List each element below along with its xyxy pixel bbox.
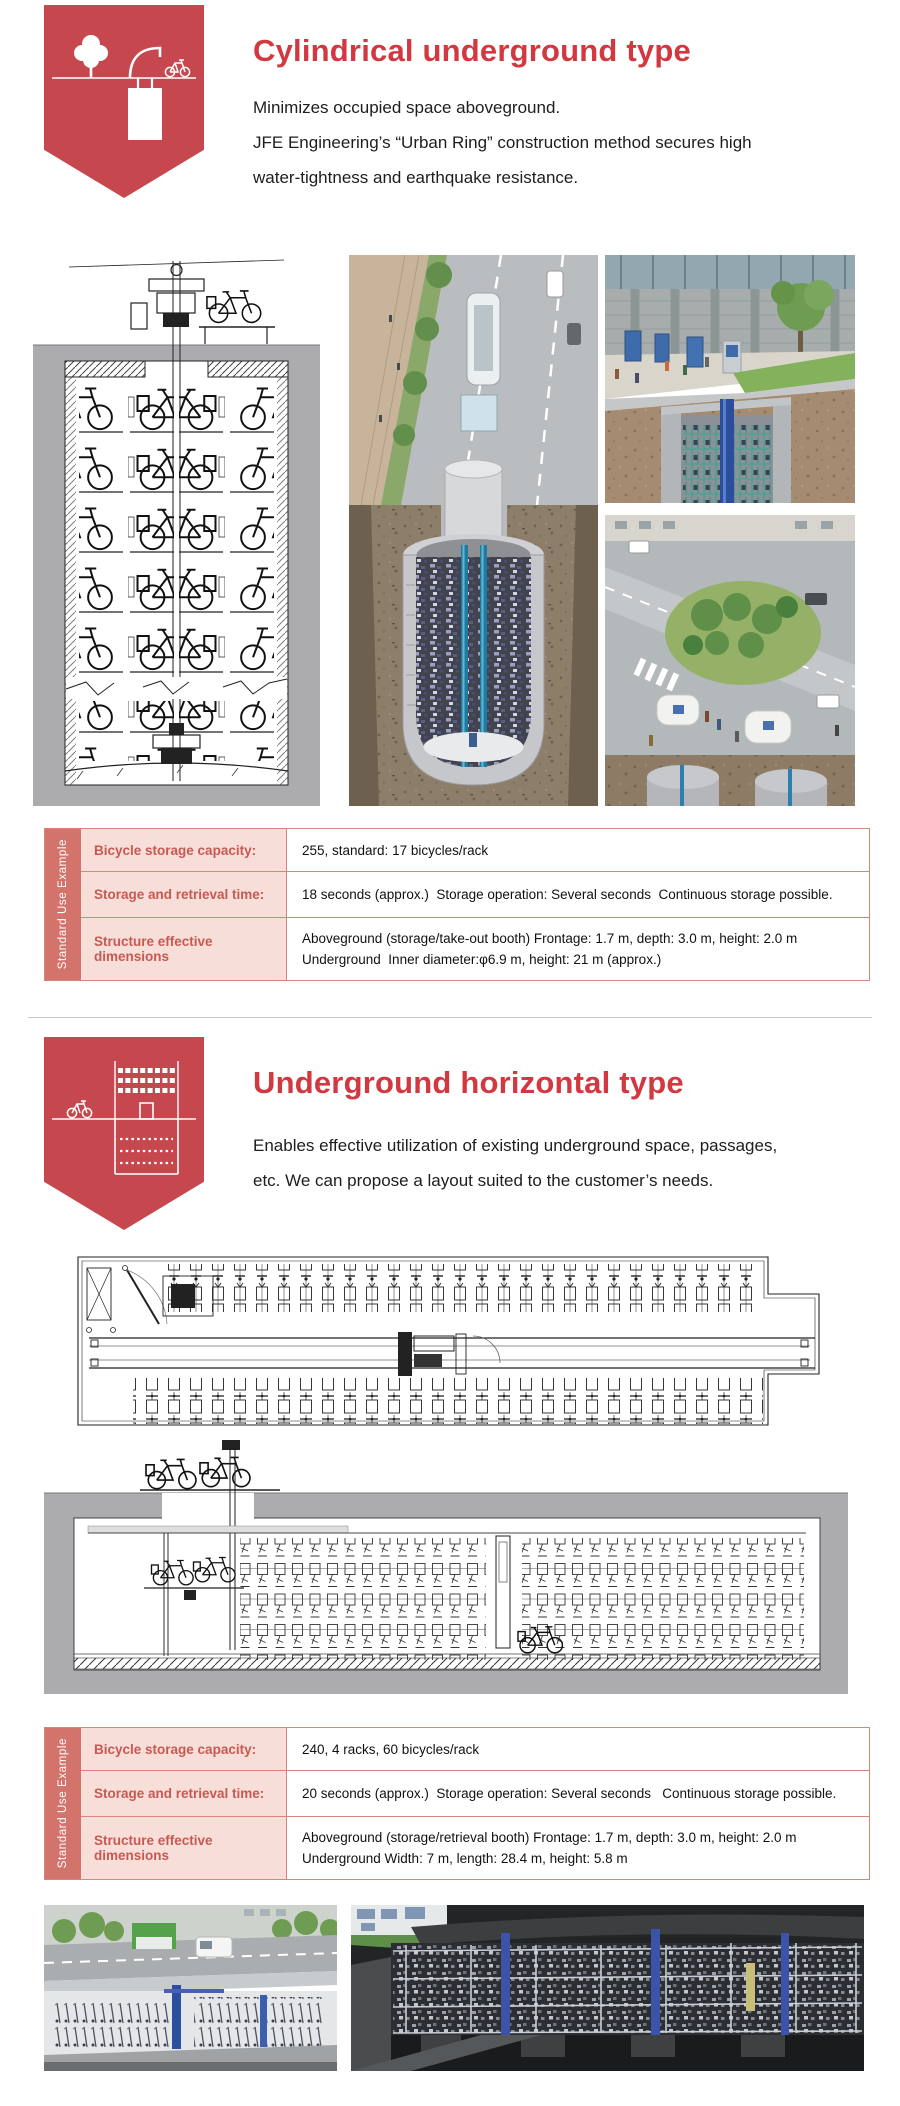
table-side-label: Standard Use Example [45, 829, 81, 980]
bicycle-icon [165, 60, 189, 77]
lift-column [260, 1995, 267, 2047]
bicycle-icon [67, 1101, 91, 1118]
lift-column [172, 1985, 181, 2049]
desc-line: water-tightness and earthquake resistance. [253, 168, 579, 187]
desc-line: JFE Engineering’s “Urban Ring” construction method secures high [253, 133, 752, 152]
door-icon [140, 1103, 153, 1119]
cylindrical-underground-icon [44, 15, 204, 160]
lift-column [501, 1933, 510, 2035]
desc-line: Enables effective utilization of existing underground space, passages, [253, 1136, 778, 1155]
row-value: 255, standard: 17 bicycles/rack [287, 829, 869, 871]
cross-section-drawing [33, 255, 320, 806]
section1-description [253, 90, 752, 195]
table-side-label: Standard Use Example [45, 1728, 81, 1879]
car [805, 593, 827, 605]
street-cutaway-render [44, 1905, 337, 2071]
row-value: Aboveground (storage/take-out booth) Frontage: 1.7 m, depth: 3.0 m, height: 2.0 m Underground Inner diameter:φ6.9 m, height: 21 m (approx.) [287, 918, 869, 980]
row-value: 20 seconds (approx.) Storage operation: Several seconds Continuous storage possible. [287, 1771, 869, 1816]
bike-rows [52, 2003, 170, 2047]
spec-table-horizontal [44, 1727, 870, 1880]
lift-column [720, 399, 734, 503]
table-row [81, 1771, 869, 1817]
booth-canopy-icon [130, 48, 160, 78]
underground-cylinder-icon [128, 88, 162, 140]
row-label: Storage and retrieval time: [81, 872, 287, 917]
section-divider [28, 1017, 872, 1018]
bike-row-top [167, 1264, 762, 1312]
desc-line: Minimizes occupied space aboveground. [253, 98, 561, 117]
van [196, 1937, 232, 1957]
bike-row-bottom-1 [133, 1378, 763, 1401]
table-row [81, 872, 869, 918]
table-row [81, 829, 869, 872]
plan-view-drawing [75, 1254, 822, 1428]
roundabout-render [605, 515, 855, 806]
horizontal-type-badge [44, 1037, 204, 1230]
row-label: Bicycle storage capacity: [81, 1728, 287, 1770]
underground-cylinder-render [349, 255, 598, 806]
section1-heading: Cylindrical underground type [253, 33, 691, 68]
lift-column [651, 1929, 660, 2035]
row-label: Structure effective dimensions [81, 918, 287, 980]
entrance-canopy [461, 395, 497, 431]
elevation-drawing [44, 1440, 848, 1694]
table-row [81, 1817, 869, 1879]
row-value: 240, 4 racks, 60 bicycles/rack [287, 1728, 869, 1770]
desc-line: etc. We can propose a layout suited to the customer’s needs. [253, 1171, 714, 1190]
car [629, 541, 649, 553]
building-windows-icon [118, 1068, 175, 1093]
station-plaza-render [605, 255, 855, 503]
row-value: Aboveground (storage/retrieval booth) Frontage: 1.7 m, depth: 3.0 m, height: 2.0 m Underground Width: 7 m, length: 28.4 m, height: 5.8 m [287, 1817, 869, 1879]
row-label: Storage and retrieval time: [81, 1771, 287, 1816]
car [817, 695, 839, 708]
cylindrical-type-badge [44, 5, 204, 198]
section2-heading: Underground horizontal type [253, 1065, 684, 1100]
row-label: Bicycle storage capacity: [81, 829, 287, 871]
bike-row-bottom-2 [133, 1401, 763, 1424]
underground-horizontal-icon [44, 1047, 204, 1192]
lift-column [781, 1933, 789, 2035]
stored-bikes [393, 1945, 862, 2033]
table-row [81, 918, 869, 980]
spec-table-cylindrical [44, 828, 870, 981]
rack-interior-render [351, 1905, 864, 2071]
green-booth [132, 1923, 176, 1949]
section2-description [253, 1128, 777, 1198]
underground-chamber-icon [115, 1119, 178, 1174]
bike-rows [194, 1997, 324, 2047]
row-value: 18 seconds (approx.) Storage operation: Several seconds Continuous storage possible. [287, 872, 869, 917]
table-row [81, 1728, 869, 1771]
row-label: Structure effective dimensions [81, 1817, 287, 1879]
